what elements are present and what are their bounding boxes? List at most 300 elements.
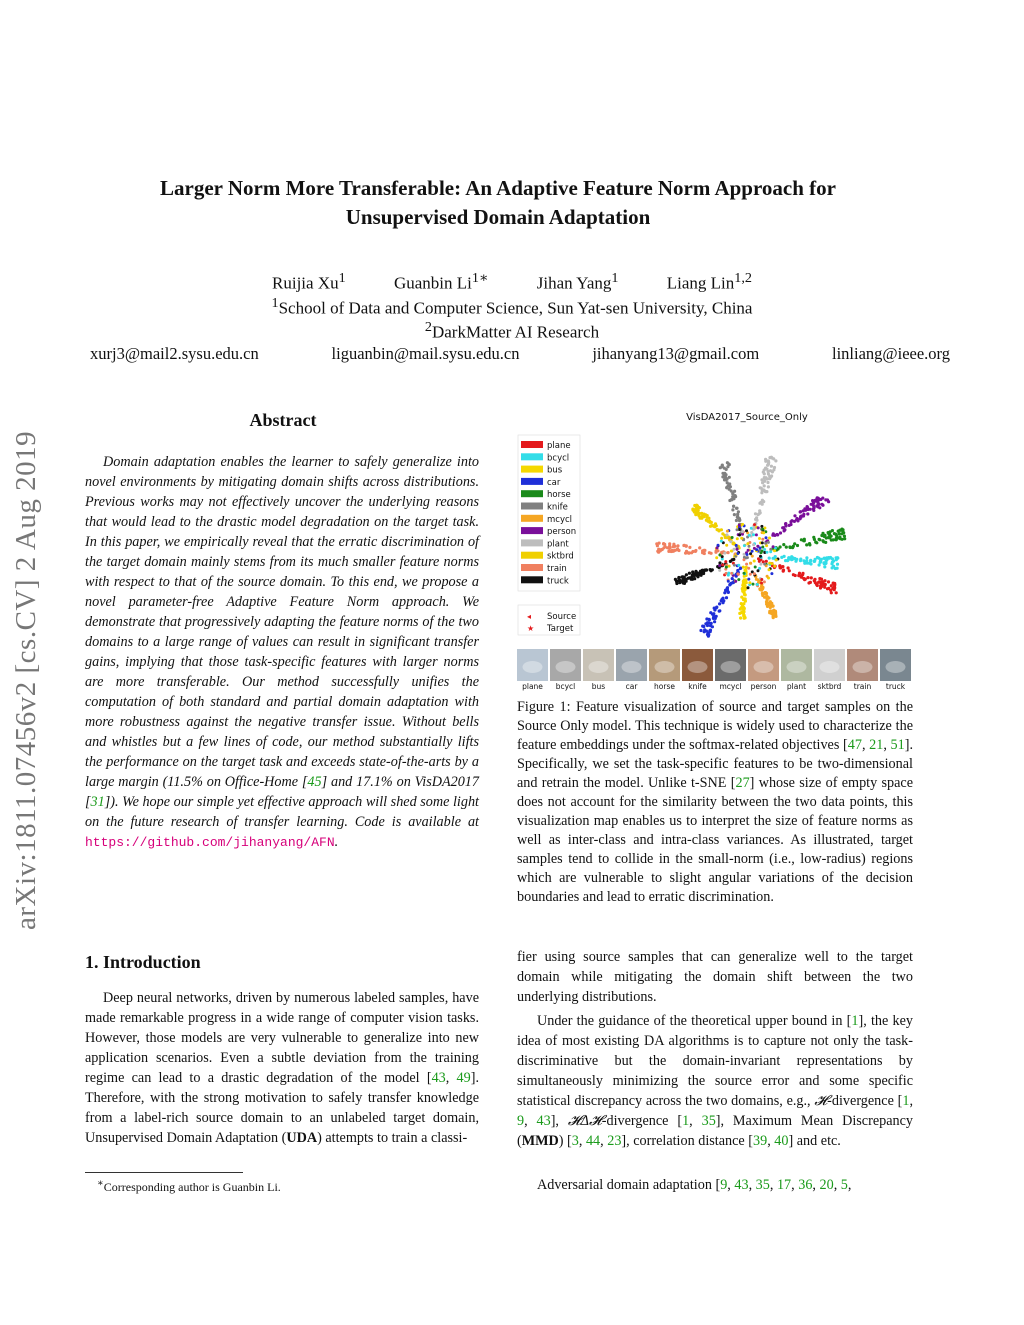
point-target xyxy=(748,534,751,537)
point-target xyxy=(758,537,761,540)
point-person xyxy=(784,524,787,527)
point-target xyxy=(766,551,769,554)
author: Liang Lin$^{1,2}$ xyxy=(666,270,752,293)
point-person xyxy=(788,524,791,527)
point-train xyxy=(662,546,665,549)
point-bcycl xyxy=(836,563,839,566)
paper-title xyxy=(60,174,936,232)
point-plant xyxy=(774,459,777,462)
point-target xyxy=(723,552,726,555)
citation-link[interactable]: 36 xyxy=(798,1177,813,1193)
thumbnail-label-sktbrd: sktbrd xyxy=(817,682,842,691)
point-train xyxy=(682,544,685,547)
point-person xyxy=(773,534,776,537)
point-truck xyxy=(695,571,698,574)
email[interactable]: xurj3@mail2.sysu.edu.cn xyxy=(90,344,259,363)
point-car xyxy=(712,612,715,615)
citation-link[interactable]: 35 xyxy=(701,1113,716,1129)
point-target xyxy=(754,566,757,569)
point-person xyxy=(819,498,822,501)
thumbnail-label-horse: horse xyxy=(654,682,675,691)
point-mcycl xyxy=(772,613,775,616)
point-person xyxy=(795,517,798,520)
legend-swatch-mcycl xyxy=(521,515,543,522)
legend-label-knife: knife xyxy=(547,502,568,513)
point-target xyxy=(733,548,736,551)
point-plant xyxy=(770,456,773,459)
point-plane xyxy=(823,583,826,586)
point-target xyxy=(769,548,772,551)
point-train xyxy=(708,551,711,554)
citation-link[interactable]: 43 xyxy=(734,1177,749,1193)
point-sktbrd xyxy=(706,520,709,523)
point-target xyxy=(718,569,721,572)
point-person xyxy=(779,531,782,534)
point-plane xyxy=(792,573,795,576)
point-bcycl xyxy=(819,559,822,562)
citation-link[interactable]: 43 xyxy=(431,1070,446,1086)
point-bus xyxy=(739,616,742,619)
citation-link[interactable]: 3 xyxy=(571,1133,579,1149)
point-plane xyxy=(813,578,816,581)
point-target xyxy=(752,583,755,586)
point-target xyxy=(747,567,750,570)
point-plane xyxy=(802,577,805,580)
point-horse xyxy=(828,534,831,537)
point-bcycl xyxy=(823,565,826,568)
point-plane xyxy=(806,576,809,579)
point-car xyxy=(727,591,730,594)
point-target xyxy=(751,550,754,553)
thumbnail-object-person xyxy=(754,661,774,673)
citation-link[interactable]: 35 xyxy=(755,1177,770,1193)
marker-label-source: Source xyxy=(547,612,577,622)
point-horse xyxy=(812,536,815,539)
point-horse xyxy=(835,537,838,540)
chart-legend xyxy=(518,435,580,635)
point-target xyxy=(747,586,750,589)
thumbnail-label-plant: plant xyxy=(786,682,807,691)
point-target xyxy=(770,572,773,575)
email[interactable]: linliang@ieee.org xyxy=(832,344,950,363)
point-plant xyxy=(763,477,766,480)
point-person xyxy=(812,504,815,507)
citation-link[interactable]: 17 xyxy=(776,1177,792,1193)
thumbnail-object-plant xyxy=(787,661,807,673)
point-person xyxy=(806,512,809,515)
point-target xyxy=(725,566,728,569)
point-bus xyxy=(743,617,746,620)
point-car xyxy=(718,609,721,612)
point-plane xyxy=(818,577,821,580)
legend-label-truck: truck xyxy=(547,576,569,587)
point-bcycl xyxy=(814,558,817,561)
point-plant xyxy=(763,484,766,487)
point-knife xyxy=(728,488,731,491)
affiliation-2: $^2$DarkMatter AI Research xyxy=(424,319,600,342)
point-bus xyxy=(739,607,742,610)
point-target xyxy=(755,533,758,536)
legend-swatch-bcycl xyxy=(521,453,543,460)
point-target xyxy=(753,560,756,563)
point-target xyxy=(740,537,743,540)
point-bus xyxy=(743,578,746,581)
point-target xyxy=(726,533,729,536)
point-plane xyxy=(797,574,800,577)
point-plane xyxy=(807,581,810,584)
point-sktbrd xyxy=(732,542,735,545)
citation-link[interactable]: 49 xyxy=(456,1070,471,1086)
point-sktbrd xyxy=(692,509,695,512)
point-target xyxy=(725,544,728,547)
citation-link[interactable]: 20 xyxy=(819,1177,834,1193)
figure-caption: Figure 1: Feature visualization of source and target samples on the Source Only model. This technique is widely used to characterize the feature embeddings under the softmax-related objectives [47, 21, 51]. Specifically, we set the task-specific features to be two-dimensional and retrain the model. Unlike t-SNE [27] whose size of empty space does not account for the similarity between the two data points, this visualization map enables us to interpret the size of feature norms as well as inter-class and intra-class variances. As illustrated, target samples tend to collide in the small-norm (i.e., low-radius) regions which are vulnerable to slight angular variations of the decision boundaries and lead to erratic discrimination. xyxy=(517,699,914,905)
citation-link[interactable]: 1 xyxy=(851,1013,859,1029)
thumbnail-label-mcycl: mcycl xyxy=(719,682,742,691)
point-car xyxy=(715,606,718,609)
point-plant xyxy=(770,465,773,468)
cluster-mcycl xyxy=(749,562,778,620)
point-bcycl xyxy=(805,559,808,562)
point-target xyxy=(748,581,751,584)
affiliation-1: $^1$School of Data and Computer Science, Sun Yat-sen University, China xyxy=(271,295,753,318)
point-person xyxy=(800,514,803,517)
point-bus xyxy=(742,598,745,601)
point-plant xyxy=(766,464,769,467)
point-train xyxy=(727,551,730,554)
point-target xyxy=(769,550,772,553)
citation-link[interactable]: 44 xyxy=(585,1133,601,1149)
citation-link[interactable]: 1 xyxy=(902,1093,910,1109)
citation-link[interactable]: 43 xyxy=(536,1113,551,1129)
point-bcycl xyxy=(772,557,775,560)
point-target xyxy=(739,567,742,570)
point-bcycl xyxy=(836,567,839,570)
point-car xyxy=(707,633,710,636)
point-target xyxy=(760,525,763,528)
point-plane xyxy=(832,582,835,585)
citation-link[interactable]: 31 xyxy=(90,794,105,810)
point-target xyxy=(758,560,761,563)
point-target xyxy=(727,574,730,577)
point-sktbrd xyxy=(720,528,723,531)
point-target xyxy=(731,536,734,539)
point-target xyxy=(765,536,768,539)
point-car xyxy=(699,629,702,632)
point-mcycl xyxy=(763,591,766,594)
point-bus xyxy=(743,591,746,594)
point-horse xyxy=(837,530,840,533)
point-person xyxy=(824,498,827,501)
point-target xyxy=(760,582,763,585)
thumbnail-object-horse xyxy=(655,661,675,673)
point-target xyxy=(736,528,739,531)
point-bus xyxy=(743,588,746,591)
point-train xyxy=(656,544,659,547)
point-sktbrd xyxy=(705,516,708,519)
point-train xyxy=(676,544,679,547)
citation-link[interactable]: 51 xyxy=(890,737,905,753)
title-line-2: Unsupervised Domain Adaptation xyxy=(345,205,651,229)
point-target xyxy=(745,529,748,532)
point-target xyxy=(724,560,727,563)
thumbnail-label-person: person xyxy=(750,682,777,691)
point-plane xyxy=(821,580,824,583)
point-target xyxy=(768,562,771,565)
point-sktbrd xyxy=(694,513,697,516)
right-paragraph-3: Adversarial domain adaptation [9, 43, 35, 17, 36, 20, 5, xyxy=(537,1177,852,1193)
intro-paragraph: Deep neural networks, driven by numerous labeled samples, have made remarkable progress in a wide range of computer vision tasks. However, those models are very vulnerable to generalize into new application scenarios. Even a subtle deviation from the training regime can lead to a drastic degradation of the model [43, 49]. Therefore, with the strong motivation to safely transfer knowledge from a label-rich source domain to an unlabeled target domain, Unsupervised Domain Adaptation (UDA) attempts to train a classi- xyxy=(85,990,480,1146)
point-plant xyxy=(767,485,770,488)
point-target xyxy=(718,561,721,564)
legend-label-sktbrd: sktbrd xyxy=(547,551,574,562)
point-target xyxy=(761,528,764,531)
point-person xyxy=(806,506,809,509)
thumbnail-label-train: train xyxy=(853,682,872,691)
point-mcycl xyxy=(755,578,758,581)
point-knife xyxy=(721,464,724,467)
point-train xyxy=(687,551,690,554)
point-target xyxy=(727,580,730,583)
footnote-rule xyxy=(85,1172,243,1173)
point-train xyxy=(698,546,701,549)
point-horse xyxy=(793,542,796,545)
point-bcycl xyxy=(829,556,832,559)
point-plant xyxy=(761,481,764,484)
point-target xyxy=(736,548,739,551)
point-target xyxy=(746,542,749,545)
point-target xyxy=(759,563,762,566)
thumbnail-strip xyxy=(517,649,911,691)
point-sktbrd xyxy=(695,510,698,513)
point-car xyxy=(731,577,734,580)
point-plant xyxy=(763,472,766,475)
point-target xyxy=(773,565,776,568)
point-horse xyxy=(831,529,834,532)
point-horse xyxy=(779,545,782,548)
point-person xyxy=(816,496,819,499)
point-sktbrd xyxy=(711,524,714,527)
point-horse xyxy=(843,535,846,538)
point-target xyxy=(737,578,740,581)
legend-swatch-knife xyxy=(521,503,543,510)
point-horse xyxy=(782,543,785,546)
legend-label-plant: plant xyxy=(547,539,569,550)
point-target xyxy=(767,541,770,544)
point-bcycl xyxy=(809,559,812,562)
point-plant xyxy=(760,491,763,494)
citation-link[interactable]: 9 xyxy=(720,1177,728,1193)
point-target xyxy=(772,545,775,548)
point-horse xyxy=(825,536,828,539)
point-target xyxy=(759,547,762,550)
point-target xyxy=(752,543,755,546)
point-car xyxy=(724,589,727,592)
point-plane xyxy=(801,572,804,575)
point-target xyxy=(720,537,723,540)
point-target xyxy=(753,523,756,526)
point-car xyxy=(715,615,718,618)
point-plane xyxy=(833,588,836,591)
email[interactable]: liguanbin@mail.sysu.edu.cn xyxy=(331,344,520,363)
cluster-car xyxy=(699,567,742,638)
point-plane xyxy=(819,584,822,587)
point-truck xyxy=(701,569,704,572)
point-plant xyxy=(758,512,761,515)
citation-link[interactable]: 27 xyxy=(735,775,750,791)
legend-swatch-plane xyxy=(521,441,543,448)
point-sktbrd xyxy=(717,528,720,531)
author: Guanbin $Li^{1∗}$ xyxy=(393,270,489,293)
point-knife xyxy=(735,519,738,522)
code-link[interactable]: https://github.com/jihanyang/AFN xyxy=(85,835,335,850)
point-bcycl xyxy=(809,562,812,565)
legend-swatch-car xyxy=(521,478,543,485)
arxiv-stamp: arXiv:1811.07456v2 [cs.CV] 2 Aug 2019 xyxy=(10,430,42,930)
point-target xyxy=(716,546,719,549)
point-truck xyxy=(690,578,693,581)
feature-visualization-figure xyxy=(515,405,915,695)
author: Ruijia Xu$^1$ xyxy=(272,270,346,293)
point-target xyxy=(763,580,766,583)
point-target xyxy=(737,564,740,567)
point-bus xyxy=(742,611,745,614)
point-knife xyxy=(726,481,729,484)
point-target xyxy=(749,573,752,576)
point-target xyxy=(720,540,723,543)
point-bcycl xyxy=(793,557,796,560)
point-person xyxy=(815,500,818,503)
point-target xyxy=(773,549,776,552)
abstract-body: Domain adaptation enables the learner to safely generalize into novel environments by mitigating domain shifts across distributions. Previous works may not effectively uncover the underlying reasons that would lead to the drastic model degradation on the target task. In this paper, we empirically reveal that the erratic discrimination of the target domain mainly stems from its much smaller feature norms with respect to that of the source domain. To this end, we propose a novel parameter-free Adaptive Feature Norm approach. We demonstrate that progressively adapting the feature norms of the two domains to a large range of values can result in significant transfer gains, implying that those task-specific features with larger norms are more transferable. Our method successfully unifies the computation of both standard and partial domain adaptation with more robustness against the negative transfer issue. Without bells and whistles but a few lines of code, our method substantially lifts the performance on the target task and exceeds state-of-the-arts by a large margin (11.5% on Office-Home [45] and 17.1% on VisDA2017 [31]). We hope our simple yet effective approach will shed some light on the future research of transfer learning. Code is available at https://github.com/jihanyang/AFN. xyxy=(85,454,479,850)
citation-link[interactable]: 9 xyxy=(517,1113,525,1129)
point-mcycl xyxy=(769,606,772,609)
citation-link[interactable]: 45 xyxy=(307,774,322,790)
point-person xyxy=(821,503,824,506)
point-sktbrd xyxy=(700,512,703,515)
legend-swatch-train xyxy=(521,564,543,571)
point-plane xyxy=(829,589,832,592)
point-target xyxy=(734,580,737,583)
legend-swatch-horse xyxy=(521,490,543,497)
point-plant xyxy=(767,472,770,475)
point-target xyxy=(748,545,751,548)
point-horse xyxy=(838,537,841,540)
point-bus xyxy=(743,607,746,610)
point-target xyxy=(736,572,739,575)
point-target xyxy=(761,546,764,549)
point-sktbrd xyxy=(700,517,703,520)
point-plane xyxy=(787,566,790,569)
point-plane xyxy=(778,564,781,567)
point-knife xyxy=(727,484,730,487)
point-car xyxy=(718,602,721,605)
point-target xyxy=(761,550,764,553)
citation-link[interactable]: 39 xyxy=(753,1133,768,1149)
point-target xyxy=(741,523,744,526)
point-car xyxy=(701,625,704,628)
title-line-1: Larger Norm More Transferable: An Adaptive Feature Norm Approach for xyxy=(160,176,836,200)
citation-link[interactable]: 1 xyxy=(682,1113,690,1129)
thumbnail-label-bus: bus xyxy=(591,682,606,691)
point-target xyxy=(718,564,721,567)
point-horse xyxy=(835,534,838,537)
citation-link[interactable]: 5 xyxy=(840,1177,848,1193)
thumbnail-label-knife: knife xyxy=(688,682,707,691)
point-target xyxy=(747,549,750,552)
point-truck xyxy=(709,569,712,572)
point-train xyxy=(684,552,687,555)
point-sktbrd xyxy=(710,521,713,524)
thumbnail-label-bcycl: bcycl xyxy=(555,682,576,691)
point-horse xyxy=(785,546,788,549)
email[interactable]: jihanyang13@gmail.com xyxy=(592,344,760,363)
point-train xyxy=(657,548,660,551)
thumbnail-object-bcycl xyxy=(556,661,576,673)
point-person xyxy=(793,514,796,517)
point-truck xyxy=(685,573,688,576)
point-car xyxy=(710,622,713,625)
legend-label-mcycl: mcycl xyxy=(547,514,573,525)
point-horse xyxy=(808,543,811,546)
email-list xyxy=(90,344,950,364)
right-paragraph-1: fier using source samples that can generalize well to the target domain while mitigating the domain shift between the two underlying distributions. xyxy=(517,949,913,1005)
thumbnail-object-bus xyxy=(589,661,609,673)
author: Jihan Yang$^1$ xyxy=(536,270,619,293)
point-sktbrd xyxy=(697,506,700,509)
point-bus xyxy=(744,584,747,587)
point-target xyxy=(756,583,759,586)
point-plane xyxy=(815,583,818,586)
point-truck xyxy=(674,578,677,581)
point-plant xyxy=(767,461,770,464)
legend-label-person: person xyxy=(547,527,577,538)
marker-symbol-target: ★ xyxy=(527,624,535,633)
citation-link[interactable]: 47 xyxy=(847,737,862,753)
point-horse xyxy=(843,537,846,540)
thumbnail-object-truck xyxy=(886,661,906,673)
point-train xyxy=(688,546,691,549)
point-car xyxy=(725,596,728,599)
point-plane xyxy=(835,591,838,594)
citation-link[interactable]: 23 xyxy=(607,1133,622,1149)
point-bus xyxy=(745,581,748,584)
point-bcycl xyxy=(784,559,787,562)
citation-link[interactable]: 21 xyxy=(869,737,884,753)
point-target xyxy=(733,564,736,567)
point-truck xyxy=(680,575,683,578)
point-target xyxy=(726,530,729,533)
point-knife xyxy=(732,505,735,508)
legend-label-train: train xyxy=(547,564,567,574)
point-horse xyxy=(796,544,799,547)
point-plant xyxy=(764,458,767,461)
point-target xyxy=(718,554,721,557)
point-target xyxy=(752,533,755,536)
point-target xyxy=(745,556,748,559)
point-horse xyxy=(818,538,821,541)
point-knife xyxy=(723,478,726,481)
scatter-plot xyxy=(655,456,846,638)
point-car xyxy=(713,620,716,623)
point-person xyxy=(812,501,815,504)
citation-link[interactable]: 40 xyxy=(774,1133,789,1149)
point-horse xyxy=(840,528,843,531)
point-train xyxy=(701,549,704,552)
point-person xyxy=(827,500,830,503)
point-target xyxy=(766,575,769,578)
point-bcycl xyxy=(768,557,771,560)
